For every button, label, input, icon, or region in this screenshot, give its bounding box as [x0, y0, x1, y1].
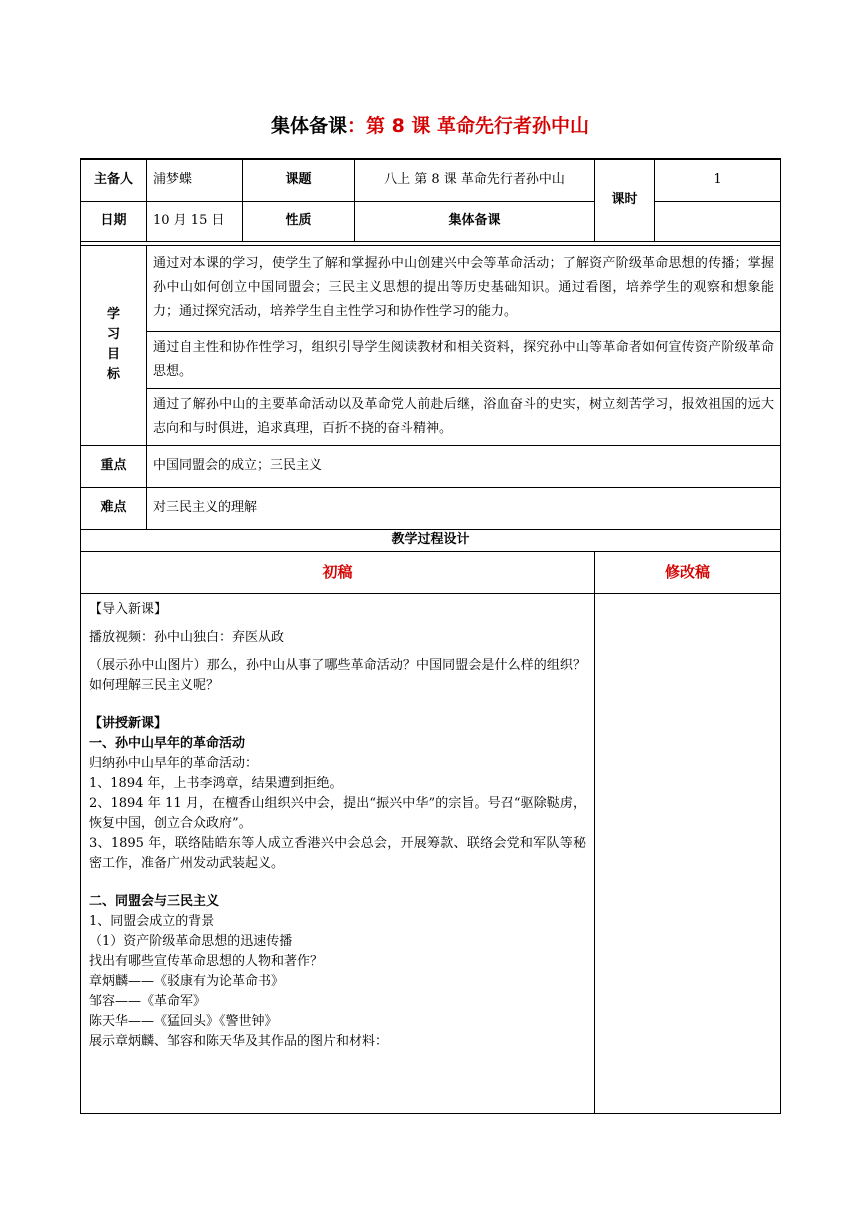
- goals-label-char: 习: [106, 327, 120, 342]
- list-item: 2、1894 年 11 月，在檀香山组织兴中会，提出“振兴中华”的宗旨。号召“驱除鞑虏，恢复中国，创立合众政府”。: [89, 795, 586, 831]
- list-item: 3、1895 年，联络陆皓东等人成立香港兴中会总会，开展筹款、联络会党和军队等秘密工作，准备广州发动武装起义。: [89, 835, 586, 871]
- preparer-label: 主备人: [81, 159, 147, 201]
- section1-lead: 归纳孙中山早年的革命活动：: [89, 755, 259, 771]
- title-colon: ：: [346, 115, 366, 137]
- goals-label-char: 目: [106, 347, 120, 362]
- topic-label: 课题: [243, 159, 355, 201]
- goals-label-char: 标: [106, 367, 120, 382]
- list-item: 展示章炳麟、邹容和陈天华及其作品的图片和材料：: [89, 1033, 389, 1049]
- intro-video: 播放视频：孙中山独白：弃医从政: [89, 629, 285, 645]
- difficulty-value: 对三民主义的理解: [147, 487, 781, 529]
- nature-label: 性质: [243, 201, 355, 241]
- goals-label: [81, 245, 147, 445]
- intro-question: （展示孙中山图片）那么，孙中山从事了哪些革命活动？中国同盟会是什么样的组织？如何理解三民主义呢？: [89, 657, 586, 693]
- goals-label-char: 学: [106, 307, 120, 322]
- goal-process: 通过自主性和协作性学习，组织引导学生阅读教材和相关资料，探究孙中山等革命者如何宣传资产阶级革命思想。: [147, 331, 781, 388]
- section1-title: 一、孙中山早年的革命活动: [89, 735, 246, 751]
- topic-value: 八上 第 8 课 革命先行者孙中山: [355, 159, 595, 201]
- nature-value: 集体备课: [355, 201, 595, 241]
- date-value: 10 月 15 日: [147, 201, 243, 241]
- list-item: 章炳麟——《驳康有为论革命书》: [89, 973, 285, 989]
- goal-knowledge: 通过对本课的学习，使学生了解和掌握孙中山创建兴中会等革命活动；了解资产阶级革命思想的传播；掌握孙中山如何创立中国同盟会；三民主义思想的提出等历史基础知识。通过看图，培养学生的观察和想象能力；通过探究活动，培养学生自主性学习和协作性学习的能力。: [147, 245, 781, 331]
- list-item: （1）资产阶级革命思想的迅速传播: [89, 933, 293, 949]
- hours-label: 课时: [595, 159, 655, 241]
- preparer-value: 浦梦蝶: [147, 159, 243, 201]
- list-item: 1、同盟会成立的背景: [89, 913, 215, 929]
- draft-content: [81, 593, 595, 1113]
- list-item: 找出有哪些宣传革命思想的人物和著作？: [89, 953, 324, 969]
- draft-heading: 初稿: [81, 551, 595, 593]
- difficulty-label: 难点: [81, 487, 147, 529]
- hours-value: 1: [655, 159, 781, 201]
- list-item: 陈天华——《猛回头》《警世钟》: [89, 1013, 278, 1029]
- hours-extra-cell: [655, 201, 781, 241]
- key-point-label: 重点: [81, 445, 147, 487]
- intro-heading: 【导入新课】: [89, 601, 168, 617]
- title-main: 第 8 课 革命先行者孙中山: [365, 115, 590, 137]
- goal-attitude: 通过了解孙中山的主要革命活动以及革命党人前赴后继，浴血奋斗的史实，树立刻苦学习，报效祖国的远大志向和与时俱进，追求真理，百折不挠的奋斗精神。: [147, 388, 781, 445]
- list-item: 邹容——《革命军》: [89, 993, 207, 1009]
- date-label: 日期: [81, 201, 147, 241]
- teach-heading: 【讲授新课】: [89, 715, 168, 731]
- page-title: [0, 114, 860, 138]
- section2-title: 二、同盟会与三民主义: [89, 893, 220, 909]
- process-heading: 教学过程设计: [81, 529, 781, 551]
- revision-heading: 修改稿: [595, 551, 781, 593]
- key-point-value: 中国同盟会的成立；三民主义: [147, 445, 781, 487]
- list-item: 1、1894 年，上书李鸿章，结果遭到拒绝。: [89, 775, 343, 791]
- title-prefix: 集体备课: [270, 115, 347, 137]
- lesson-plan-table: [80, 158, 781, 1114]
- revision-content[interactable]: [595, 593, 781, 1113]
